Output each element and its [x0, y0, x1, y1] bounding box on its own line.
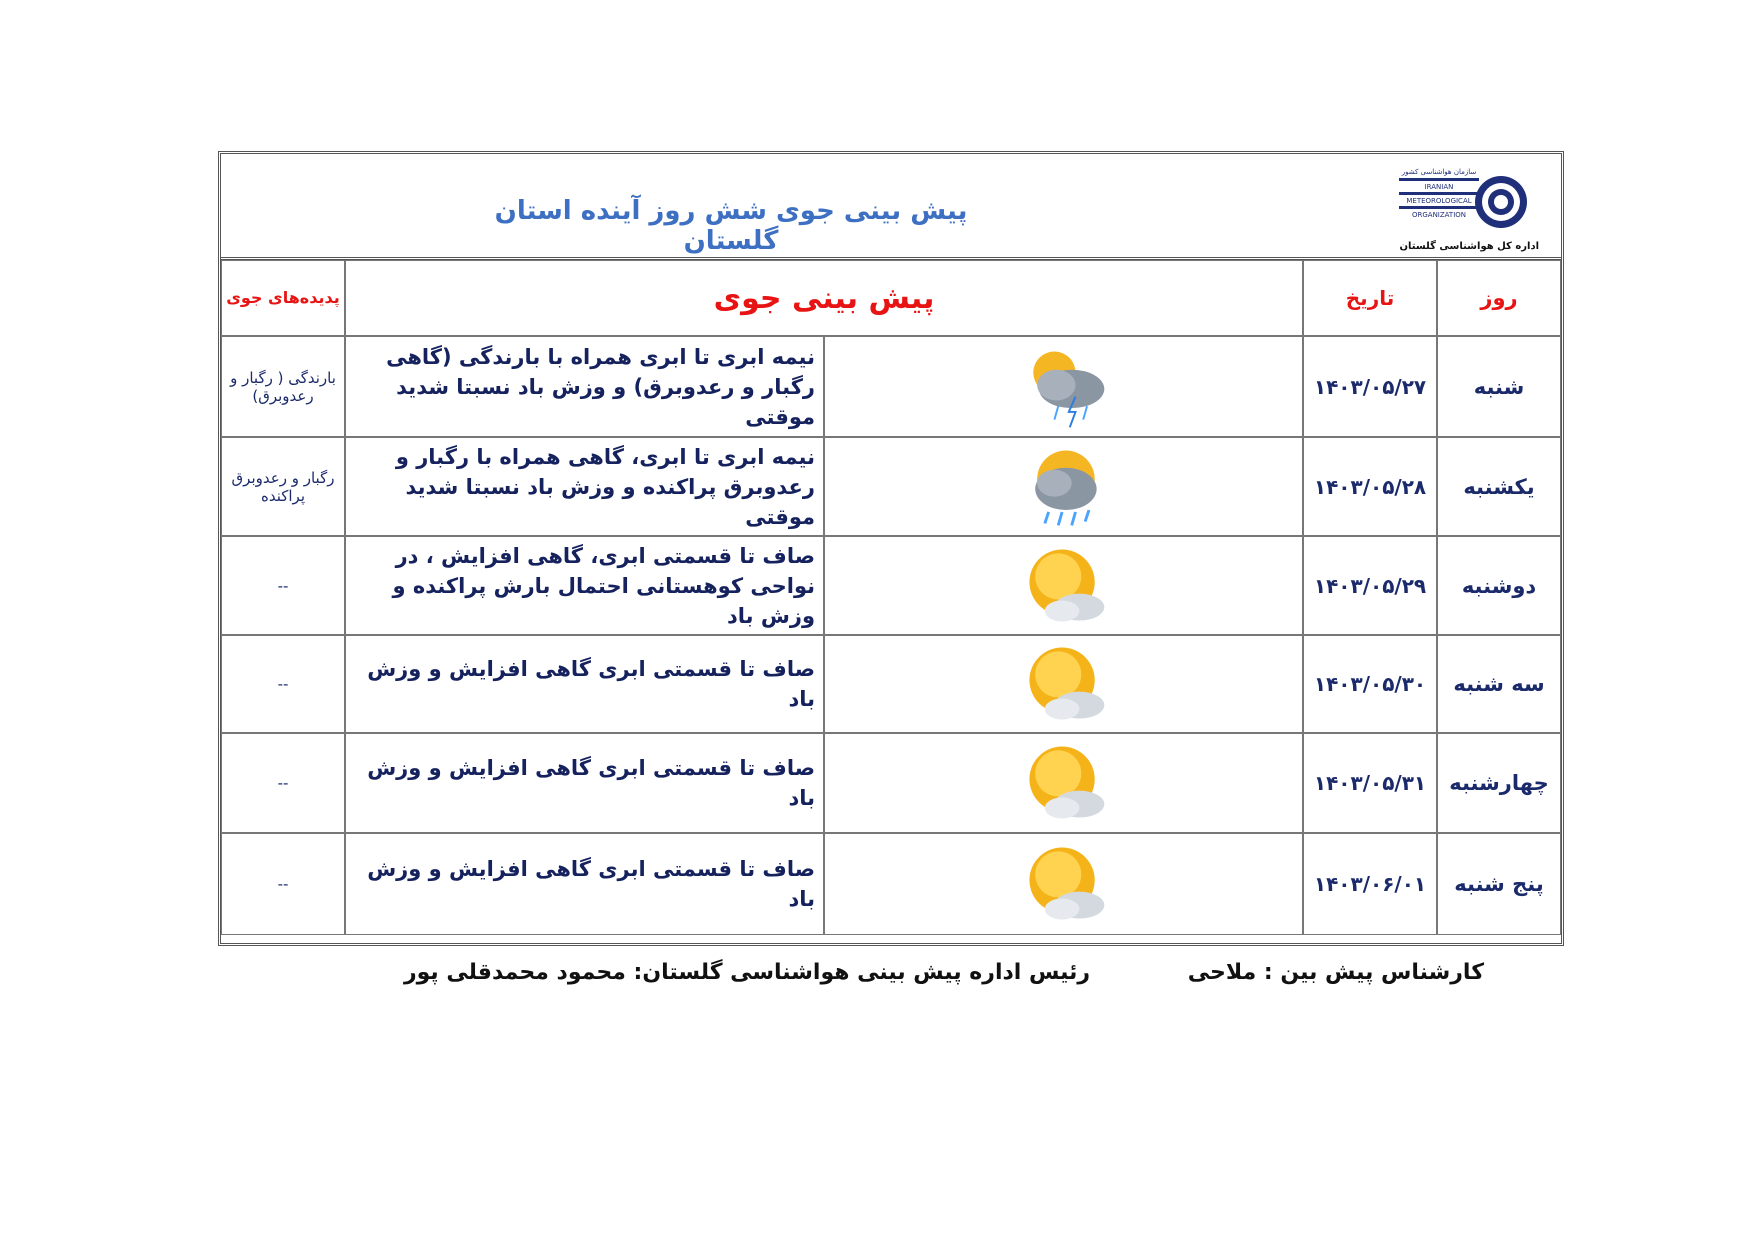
- day-cell: سه شنبه: [1437, 635, 1561, 733]
- forecast-description: صاف تا قسمتی ابری گاهی افزایش و وزش باد: [345, 833, 824, 935]
- storm-cloud-sun-icon: [1016, 339, 1112, 435]
- day-cell: چهارشنبه: [1437, 733, 1561, 833]
- date-cell: ۱۴۰۳/۰۵/۳۱: [1303, 733, 1437, 833]
- date-cell: ۱۴۰۳/۰۵/۲۹: [1303, 536, 1437, 635]
- table-row: [221, 336, 1561, 437]
- meteorological-organization-logo: [1389, 164, 1539, 252]
- table-header-row: [221, 260, 1561, 336]
- weather-icon-cell: [824, 733, 1303, 833]
- day-cell: پنج شنبه: [1437, 833, 1561, 935]
- forecast-description: نیمه ابری تا ابری همراه با بارندگی (گاهی رگبار و رعدوبرق) و وزش باد نسبتا شدید موقتی: [345, 336, 824, 437]
- phenomena-cell: بارندگی ( رگبار و رعدوبرق): [221, 336, 345, 437]
- table-row: [221, 536, 1561, 635]
- phenomena-cell: --: [221, 833, 345, 935]
- phenomena-cell: --: [221, 635, 345, 733]
- weather-icon-cell: [824, 833, 1303, 935]
- forecaster-signature: کارشناس پیش بین : ملاحی: [1187, 960, 1484, 985]
- logo-text-meteorological: METEOROLOGICAL: [1406, 197, 1472, 205]
- phenomena-cell: --: [221, 733, 345, 833]
- phenomena-cell: رگبار و رعدوبرق پراکنده: [221, 437, 345, 536]
- rain-cloud-sun-icon: [1016, 439, 1112, 535]
- partly-cloudy-icon: [1016, 735, 1112, 831]
- weather-icon-cell: [824, 336, 1303, 437]
- logo-text-organization: ORGANIZATION: [1411, 211, 1467, 219]
- weather-icon-cell: [824, 635, 1303, 733]
- logo-text-iranian: IRANIAN: [1424, 183, 1454, 191]
- weather-icon-cell: [824, 437, 1303, 536]
- date-cell: ۱۴۰۳/۰۵/۲۸: [1303, 437, 1437, 536]
- logo-text-fa: سازمان هواشناسی کشور: [1401, 168, 1477, 176]
- logo-caption: اداره کل هواشناسی گلستان: [1399, 241, 1539, 252]
- forecast-description: صاف تا قسمتی ابری، گاهی افزایش ، در نواحی کوهستانی احتمال بارش پراکنده و وزش باد: [345, 536, 824, 635]
- header-forecast: پیش بینی جوی: [345, 260, 1303, 336]
- day-cell: یکشنبه: [1437, 437, 1561, 536]
- header-phenomena: پدیده‌های جوی: [221, 260, 345, 336]
- day-cell: شنبه: [1437, 336, 1561, 437]
- forecast-description: صاف تا قسمتی ابری گاهی افزایش و وزش باد: [345, 733, 824, 833]
- logo-emblem-icon: [1389, 164, 1539, 236]
- phenomena-cell: --: [221, 536, 345, 635]
- header-date: تاریخ: [1303, 260, 1437, 336]
- table-row: [221, 635, 1561, 733]
- header-day: روز: [1437, 260, 1561, 336]
- date-cell: ۱۴۰۳/۰۵/۳۰: [1303, 635, 1437, 733]
- forecast-frame: [218, 151, 1564, 946]
- partly-cloudy-icon: [1016, 636, 1112, 732]
- date-cell: ۱۴۰۳/۰۵/۲۷: [1303, 336, 1437, 437]
- page-title: پیش بینی جوی شش روز آینده استان گلستان: [494, 196, 968, 256]
- document-header: [221, 154, 1561, 260]
- forecast-table: [221, 260, 1561, 935]
- partly-cloudy-icon: [1016, 538, 1112, 634]
- weather-icon-cell: [824, 536, 1303, 635]
- department-head-signature: رئیس اداره پیش بینی هواشناسی گلستان: محمود محمدقلی پور: [403, 960, 1090, 985]
- table-row: [221, 733, 1561, 833]
- forecast-description: صاف تا قسمتی ابری گاهی افزایش و وزش باد: [345, 635, 824, 733]
- date-cell: ۱۴۰۳/۰۶/۰۱: [1303, 833, 1437, 935]
- day-cell: دوشنبه: [1437, 536, 1561, 635]
- partly-cloudy-icon: [1016, 836, 1112, 932]
- table-row: [221, 833, 1561, 935]
- table-row: [221, 437, 1561, 536]
- forecast-description: نیمه ابری تا ابری، گاهی همراه با رگبار و رعدوبرق پراکنده و وزش باد نسبتا شدید موقتی: [345, 437, 824, 536]
